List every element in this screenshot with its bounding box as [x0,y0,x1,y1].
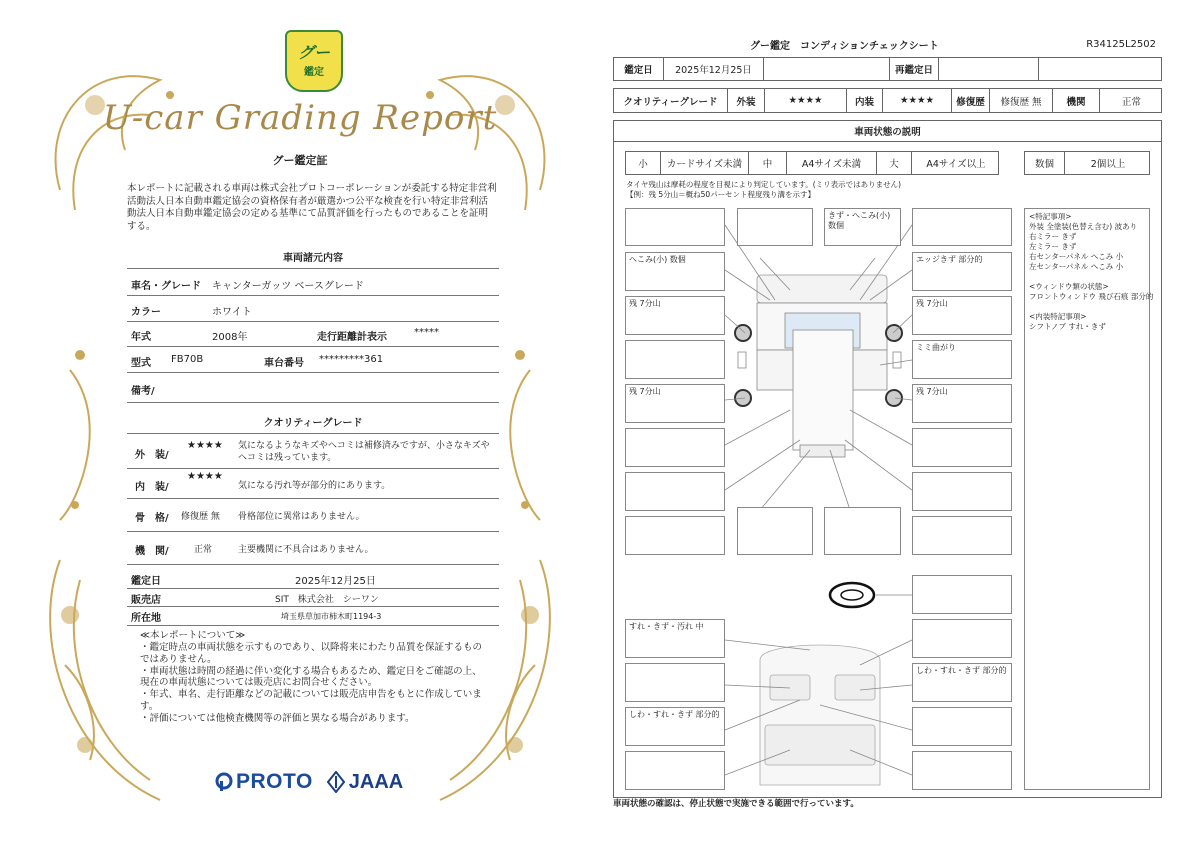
exterior-stars: ★★★★ [765,89,847,112]
exterior-label: 外 装/ [135,450,169,461]
name-label: 車名・グレード [131,281,201,292]
note-text: しわ・すれ・きず 部分的 [629,710,720,719]
note-item: ・鑑定時点の車両状態を示すものであり、以降将来にわたり品質を保証するものではありません。 [140,642,483,665]
appraisal-date-value: 2025年12月25日 [295,576,376,587]
exterior-note-box [625,208,725,246]
interior-text: 気になる汚れ等が部分的にあります。 [238,481,391,491]
remark-line: 左ミラー きず [1029,242,1077,251]
remark-line: 右センターパネル へこみ 小 [1029,252,1124,261]
dealer-label: 販売店 [131,595,161,606]
color-label: カラー [131,307,161,318]
exterior-note-box [737,507,813,555]
status-heading: 車両状態の説明 [613,120,1162,142]
count-desc: 2個以上 [1090,159,1126,170]
size-mid-desc: A4サイズ未満 [787,152,877,174]
sheet-footer: 車両状態の確認は、停止状態で実施できる範囲で行っています。 [613,799,859,809]
script-title: U-car Grading Report [102,98,498,138]
reappraisal-label: 再鑑定日 [890,58,939,80]
size-small: 小 [626,152,661,174]
exterior-note-box [824,507,901,555]
certificate-intro: 本レポートに記載される車両は株式会社プロトコーポレーションが委託する特定非営利活動法人日本自動車鑑定協会の資格保有者が厳選かつ公平な検査を行い特定非営利活動法人日本自動車鑑定協会の定める基準にて品質評価を行ったものであることを証明する。 [127,183,497,232]
spec-heading: 車両諸元内容 [283,253,343,264]
exterior-note-box [912,384,1012,423]
certificate-subtitle: グー鑑定証 [272,154,328,167]
note-text: しわ・すれ・きず 部分的 [916,666,1007,675]
proto-logo-text: PROTO [236,770,313,793]
exterior-note-box [625,384,725,423]
engine-text: 主要機関に不具合はありません。 [238,545,374,555]
interior-note-box [625,619,725,658]
interior-label: 内 装/ [135,482,169,493]
sheet-title: グー鑑定 コンディションチェックシート [750,41,939,52]
frame-value: 修復歴 無 [181,512,220,522]
year-label: 年式 [131,332,151,343]
frame-label: 骨 格/ [135,513,169,524]
engine-value: 正常 [194,545,213,555]
steering-note-box [912,575,1012,614]
exterior-note-box [625,472,725,511]
remark-line: <特記事項> [1029,212,1072,221]
interior-label: 内装 [847,89,883,112]
interior-note-box [912,751,1012,790]
note-text: 残 7分山 [629,299,661,308]
note-text: 残 7分山 [916,387,948,396]
remark-line: 外装 全塗装(色替え含む) 波あり [1029,222,1138,231]
badge-bottom-text: 鑑定 [304,67,324,78]
exterior-note-box [625,252,725,291]
exterior-note-box [625,428,725,467]
note-text: きず・へこみ(小) 数個 [828,211,891,230]
tire-note-line-2: 【例：残 5分山＝概ね50パーセント程度残り溝を示す】 [626,190,816,199]
interior-stars: ★★★★ [883,89,952,112]
note-item: ・評価については他検査機関等の評価と異なる場合があります。 [140,712,415,724]
color-value: ホワイト [212,307,252,318]
remark-line [1029,302,1145,312]
repair-label: 修復歴 [952,89,990,112]
exterior-stars: ★★★★ [187,440,223,451]
remark-line: <ウィンドウ類の状態> [1029,282,1109,291]
exterior-label: 外装 [728,89,765,112]
exterior-note-box [912,340,1012,379]
address-value: 埼玉県草加市柿木町1194-3 [281,612,382,621]
appraisal-date-label: 鑑定日 [614,58,664,80]
exterior-note-box [625,340,725,379]
name-value: キャンターガッツ ベースグレード [212,281,364,292]
remark-line [1029,272,1145,282]
exterior-note-box [912,472,1012,511]
interior-note-box [625,751,725,790]
size-mid: 中 [749,152,787,174]
size-large: 大 [877,152,912,174]
remarks-label: 備考/ [131,386,155,397]
note-text: すれ・きず・汚れ 中 [629,622,704,631]
exterior-note-box [625,516,725,555]
exterior-note-box [912,252,1012,291]
exterior-note-box [912,296,1012,335]
interior-note-box [625,663,725,702]
remark-line: 右ミラー きず [1029,232,1077,241]
note-text: へこみ(小) 数個 [629,255,686,264]
exterior-note-box [625,296,725,335]
dealer-value: SIT 株式会社 シーワン [275,595,379,605]
model-value: FB70B [171,354,204,365]
appraisal-date-label: 鑑定日 [131,576,161,587]
note-text: 残 7分山 [629,387,661,396]
interior-note-box [912,619,1012,658]
tire-note-line-1: タイヤ残山は摩耗の程度を目視により判定しています。(ミリ表示ではありません) [626,180,902,189]
repair-value: 修復歴 無 [990,89,1053,112]
size-large-desc: A4サイズ以上 [926,159,986,170]
interior-note-box [912,663,1012,702]
exterior-note-box [912,208,1012,246]
remark-line: 左センターパネル へこみ 小 [1029,262,1124,271]
interior-note-box [625,707,725,746]
size-small-desc: カードサイズ未満 [661,152,749,174]
address-label: 所在地 [131,613,161,624]
exterior-note-box [912,516,1012,555]
note-item: ・年式、車名、走行距離などの記載については販売店申告をもとに作成しています。 [140,689,482,712]
engine-label: 機 関/ [135,546,169,557]
note-text: 残 7分山 [916,299,948,308]
model-label: 型式 [131,358,151,369]
note-text: エッジきず 部分的 [916,255,983,264]
year-value: 2008年 [212,332,248,343]
frame-text: 骨格部位に異常はありません。 [238,512,365,522]
notes-title: ≪本レポートについて≫ [140,630,246,641]
chassis-label: 車台番号 [264,358,304,369]
interior-stars: ★★★★ [187,471,223,482]
note-item: ・車両状態は時間の経過に伴い変化する場合もあるため、鑑定日をご確認の上、現在の車両状態については販売店にお問合せください。 [140,665,482,688]
exterior-note-box [912,428,1012,467]
quality-grade-label: クオリティーグレード [614,89,728,112]
interior-note-box [912,707,1012,746]
engine-value: 正常 [1121,96,1141,108]
remark-line: フロントウィンドウ 飛び石痕 部分的 [1029,292,1154,301]
remark-line: シフトノブ すれ・きず [1029,322,1106,331]
jaaa-logo-text: JAAA [348,770,404,793]
remark-line: <内装特記事項> [1029,312,1087,321]
chassis-value: *********361 [319,354,384,365]
quality-heading: クオリティーグレード [263,418,363,429]
exterior-text: 気になるようなキズやヘコミは補修済みですが、小さなキズやヘコミは残っています。 [238,441,490,463]
badge-top-text: グー [297,43,330,62]
appraisal-date-value: 2025年12月25日 [664,58,764,80]
note-text: ミミ曲がり [916,343,956,352]
mileage-value: ***** [414,327,439,338]
count-label: 数個 [1025,152,1065,174]
exterior-note-box [824,208,901,246]
exterior-note-box [737,208,813,246]
mileage-label: 走行距離計表示 [317,332,387,343]
special-remarks-panel [1024,208,1154,790]
sheet-id: R34125L2502 [1086,39,1156,50]
engine-label: 機関 [1053,89,1100,112]
